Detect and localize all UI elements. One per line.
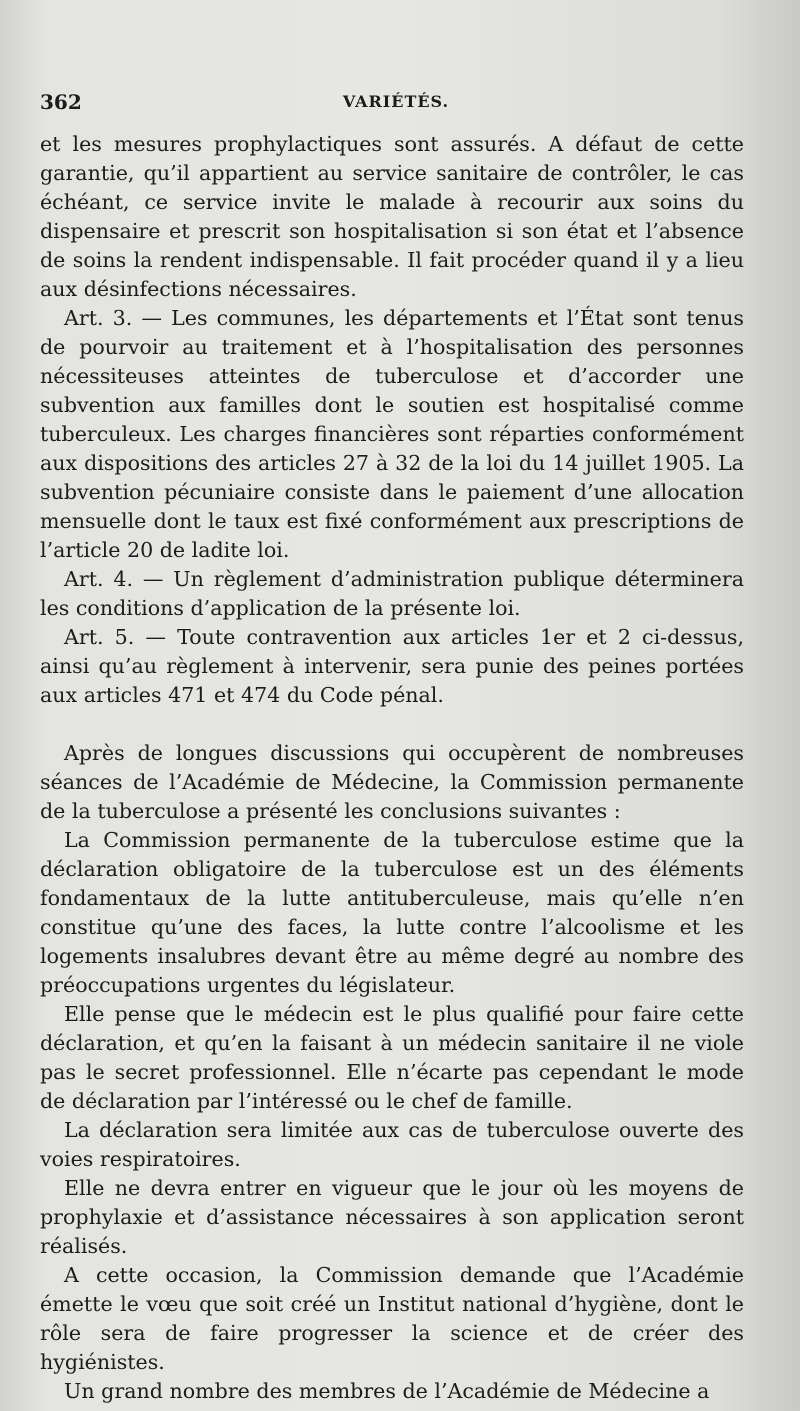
paragraph-continuation: et les mesures prophylactiques sont assurés. A défaut de cette garantie, qu’il appartient au service sanitaire de contrôler, le cas échéant, ce service invite le malade à recourir aux soins du dispensaire et prescrit son hospitalisation si son état et l’absence de soins la rendent indispensable. Il fait procéder quand il y a lieu aux désinfections nécessaires. [40, 132, 744, 301]
running-head: VARIÉTÉS. [342, 92, 450, 111]
paragraph-article-3: Art. 3. — Les communes, les départements et l’État sont tenus de pourvoir au traitement et à l’hospitalisation des personnes nécessiteuses atteintes de tuberculose et d’accorder une subvention aux familles dont le soutien est hospitalisé comme tuberculeux. Les charges financières sont réparties conformément aux dispositions des articles 27 à 32 de la loi du 14 juillet 1905. La subvention pécuniaire consiste dans le paiement d’une allocation mensuelle dont le taux est fixé conformément aux prescriptions de l’article 20 de ladite loi. [40, 306, 744, 562]
paragraph-article-5: Art. 5. — Toute contravention aux articles 1er et 2 ci-dessus, ainsi qu’au règlement à intervenir, sera punie des peines portées aux articles 471 et 474 du Code pénal. [40, 625, 744, 707]
page-number: 362 [40, 90, 82, 114]
page-body [40, 130, 744, 1406]
paragraph-article-4: Art. 4. — Un règlement d’administration publique déterminera les conditions d’application de la présente loi. [40, 567, 744, 620]
paragraph-conclusion-1: La Commission permanente de la tuberculose estime que la déclaration obligatoire de la tuberculose est un des éléments fondamentaux de la lutte antituberculeuse, mais qu’elle n’en constitue qu’une des faces, la lutte contre l’alcoolisme et les logements insalubres devant être au même degré au nombre des préoccupations urgentes du législateur. [40, 828, 744, 997]
paragraph-conclusion-2: Elle pense que le médecin est le plus qualifié pour faire cette déclaration, et qu’en la faisant à un médecin sanitaire il ne viole pas le secret professionnel. Elle n’écarte pas cependant le mode de déclaration par l’intéressé ou le chef de famille. [40, 1002, 744, 1113]
paragraph-intro-conclusions: Après de longues discussions qui occupèrent de nombreuses séances de l’Académie de Médecine, la Commission permanente de la tuberculose a présenté les conclusions suivantes : [40, 741, 744, 823]
paragraph-conclusion-3: La déclaration sera limitée aux cas de tuberculose ouverte des voies respiratoires. [40, 1118, 744, 1171]
paragraph-conclusion-5: A cette occasion, la Commission demande que l’Académie émette le vœu que soit créé un Institut national d’hygiène, dont le rôle sera de faire progresser la science et de créer des hygiénistes. [40, 1263, 744, 1374]
page-header [40, 90, 752, 120]
paragraph-final: Un grand nombre des membres de l’Académie de Médecine a [64, 1379, 710, 1403]
paragraph-conclusion-4: Elle ne devra entrer en vigueur que le jour où les moyens de prophylaxie et d’assistance nécessaires à son application seront réalisés. [40, 1176, 744, 1258]
